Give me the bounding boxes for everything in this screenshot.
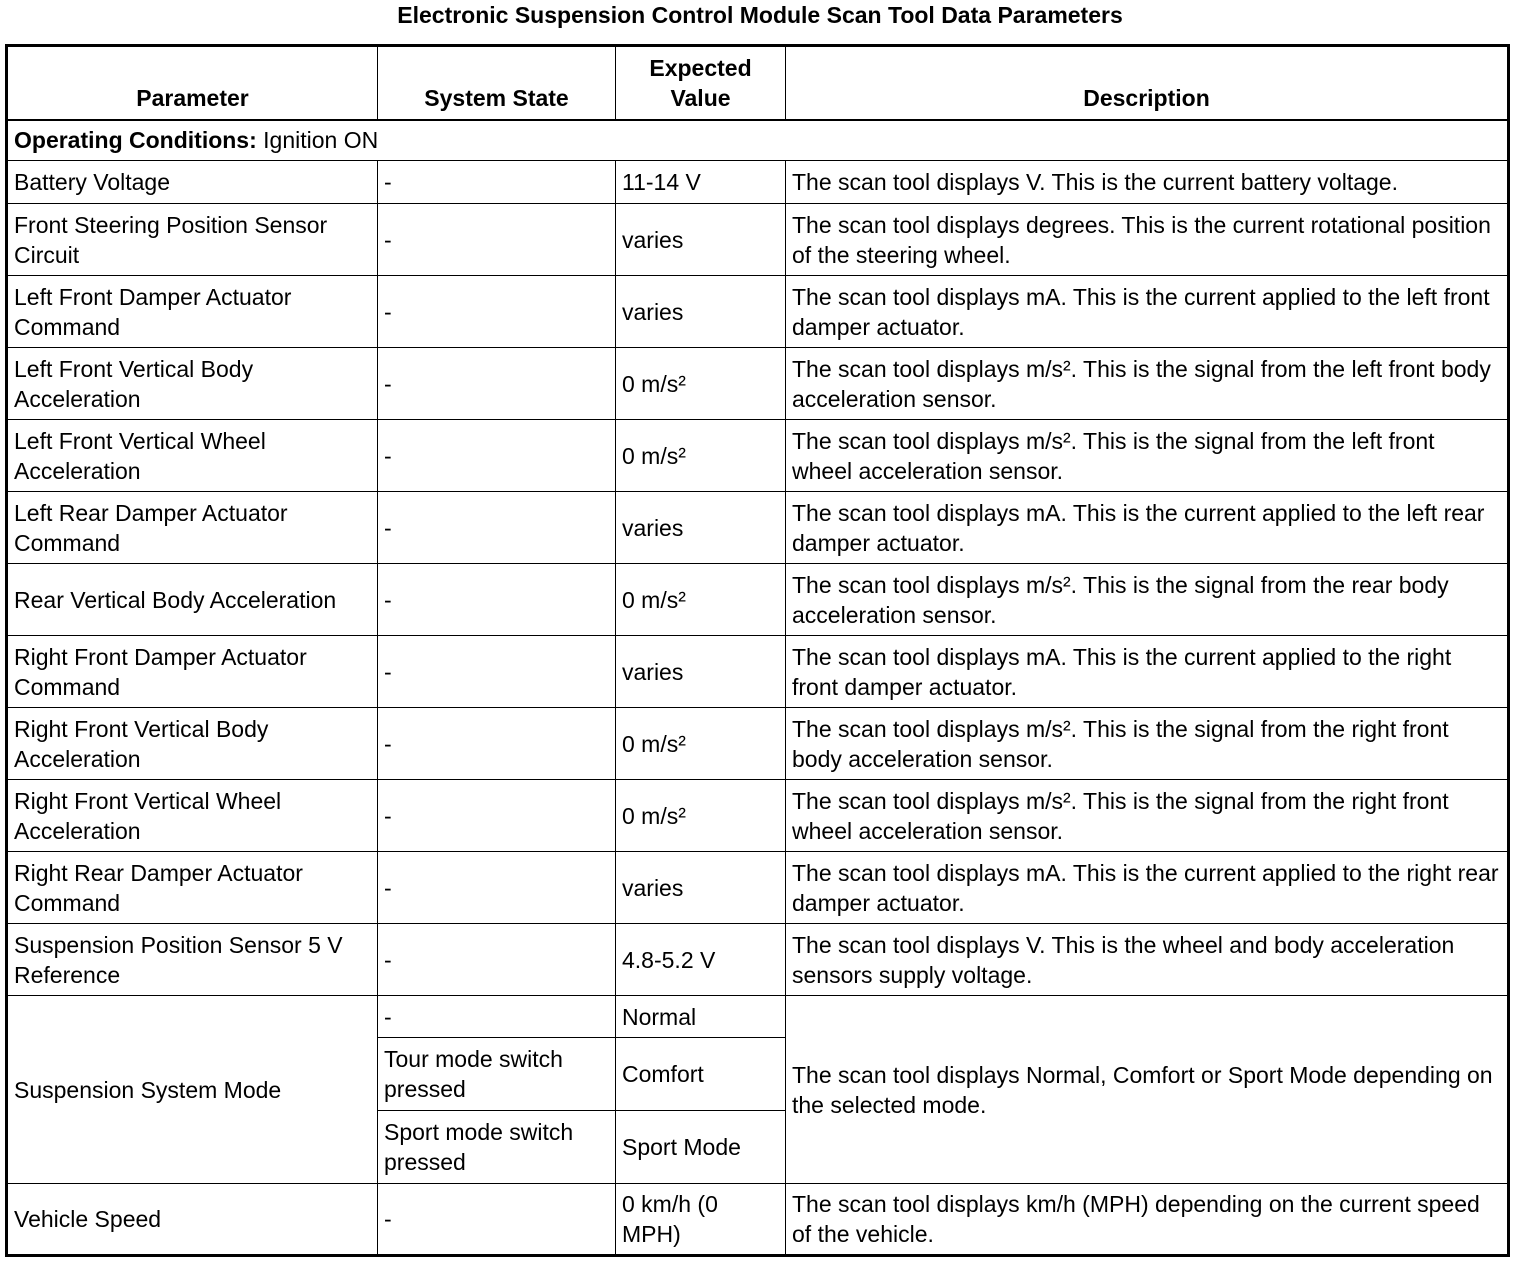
parameter-cell: Right Front Vertical Body Acceleration <box>7 708 378 780</box>
system-state-cell: - <box>378 276 616 348</box>
expected-value-cell: 0 m/s² <box>616 348 786 420</box>
header-description: Description <box>786 46 1509 120</box>
expected-value-cell: varies <box>616 492 786 564</box>
expected-value-cell: 0 m/s² <box>616 420 786 492</box>
scan-tool-data-table <box>5 44 1510 1257</box>
expected-value-cell: varies <box>616 204 786 276</box>
expected-value-cell: Comfort <box>616 1038 786 1111</box>
description-cell: The scan tool displays m/s². This is the signal from the right front body acceleration sensor. <box>786 708 1509 780</box>
system-state-cell: Tour mode switch pressed <box>378 1038 616 1111</box>
parameter-cell: Suspension System Mode <box>7 996 378 1184</box>
system-state-cell: - <box>378 204 616 276</box>
system-state-cell: - <box>378 924 616 996</box>
parameter-cell: Left Rear Damper Actuator Command <box>7 492 378 564</box>
parameter-cell: Right Front Vertical Wheel Acceleration <box>7 780 378 852</box>
parameter-cell: Right Rear Damper Actuator Command <box>7 852 378 924</box>
expected-value-cell: 0 km/h (0 MPH) <box>616 1184 786 1256</box>
expected-value-cell: varies <box>616 852 786 924</box>
system-state-cell: - <box>378 348 616 420</box>
table-row <box>7 924 1509 996</box>
system-state-cell: - <box>378 1184 616 1256</box>
parameter-cell: Rear Vertical Body Acceleration <box>7 564 378 636</box>
description-cell: The scan tool displays m/s². This is the signal from the right front wheel acceleration sensor. <box>786 780 1509 852</box>
expected-value-cell: 4.8-5.2 V <box>616 924 786 996</box>
expected-value-cell: varies <box>616 276 786 348</box>
table-row <box>7 564 1509 636</box>
description-cell: The scan tool displays V. This is the current battery voltage. <box>786 161 1509 204</box>
description-cell: The scan tool displays mA. This is the current applied to the right front damper actuator. <box>786 636 1509 708</box>
table-row <box>7 492 1509 564</box>
expected-value-cell: 11-14 V <box>616 161 786 204</box>
table-row <box>7 636 1509 708</box>
system-state-cell: - <box>378 161 616 204</box>
operating-conditions-cell <box>7 120 1509 161</box>
description-cell: The scan tool displays m/s². This is the signal from the rear body acceleration sensor. <box>786 564 1509 636</box>
description-cell: The scan tool displays Normal, Comfort or Sport Mode depending on the selected mode. <box>786 996 1509 1184</box>
expected-value-cell: 0 m/s² <box>616 708 786 780</box>
description-cell: The scan tool displays degrees. This is the current rotational position of the steering wheel. <box>786 204 1509 276</box>
description-cell: The scan tool displays mA. This is the current applied to the left rear damper actuator. <box>786 492 1509 564</box>
parameter-cell: Front Steering Position Sensor Circuit <box>7 204 378 276</box>
system-state-cell: - <box>378 708 616 780</box>
parameter-cell: Right Front Damper Actuator Command <box>7 636 378 708</box>
header-parameter: Parameter <box>7 46 378 120</box>
expected-value-cell: 0 m/s² <box>616 564 786 636</box>
system-state-cell: - <box>378 852 616 924</box>
description-cell: The scan tool displays km/h (MPH) depending on the current speed of the vehicle. <box>786 1184 1509 1256</box>
description-cell: The scan tool displays m/s². This is the signal from the left front wheel acceleration sensor. <box>786 420 1509 492</box>
table-row <box>7 996 1509 1038</box>
system-state-cell: - <box>378 564 616 636</box>
parameter-cell: Suspension Position Sensor 5 V Reference <box>7 924 378 996</box>
expected-value-cell: Sport Mode <box>616 1111 786 1184</box>
parameter-cell: Battery Voltage <box>7 161 378 204</box>
parameter-cell: Left Front Damper Actuator Command <box>7 276 378 348</box>
table-row <box>7 780 1509 852</box>
header-expected-value-line2: Value <box>670 84 731 111</box>
table-row <box>7 852 1509 924</box>
table-row <box>7 348 1509 420</box>
header-row <box>7 46 1509 120</box>
system-state-cell: - <box>378 780 616 852</box>
system-state-cell: - <box>378 420 616 492</box>
operating-conditions-row <box>7 120 1509 161</box>
system-state-cell: - <box>378 996 616 1038</box>
parameter-cell: Left Front Vertical Wheel Acceleration <box>7 420 378 492</box>
header-expected-value-line1: Expected <box>649 54 752 81</box>
system-state-cell: - <box>378 636 616 708</box>
table-row <box>7 420 1509 492</box>
operating-conditions-label: Operating Conditions: <box>14 127 257 154</box>
expected-value-cell: 0 m/s² <box>616 780 786 852</box>
table-row <box>7 708 1509 780</box>
description-cell: The scan tool displays V. This is the wheel and body acceleration sensors supply voltage. <box>786 924 1509 996</box>
header-system-state: System State <box>378 46 616 120</box>
table-row <box>7 204 1509 276</box>
system-state-cell: - <box>378 492 616 564</box>
table-row <box>7 276 1509 348</box>
expected-value-cell: Normal <box>616 996 786 1038</box>
parameter-cell: Vehicle Speed <box>7 1184 378 1256</box>
parameter-cell: Left Front Vertical Body Acceleration <box>7 348 378 420</box>
description-cell: The scan tool displays mA. This is the current applied to the left front damper actuator. <box>786 276 1509 348</box>
table-row <box>7 1184 1509 1256</box>
description-cell: The scan tool displays mA. This is the current applied to the right rear damper actuator. <box>786 852 1509 924</box>
expected-value-cell: varies <box>616 636 786 708</box>
system-state-cell: Sport mode switch pressed <box>378 1111 616 1184</box>
description-cell: The scan tool displays m/s². This is the signal from the left front body acceleration sensor. <box>786 348 1509 420</box>
operating-conditions-value: Ignition ON <box>256 127 379 154</box>
table-title: Electronic Suspension Control Module Scan Tool Data Parameters <box>397 2 1123 28</box>
table-row <box>7 161 1509 204</box>
header-expected-value <box>616 46 786 120</box>
